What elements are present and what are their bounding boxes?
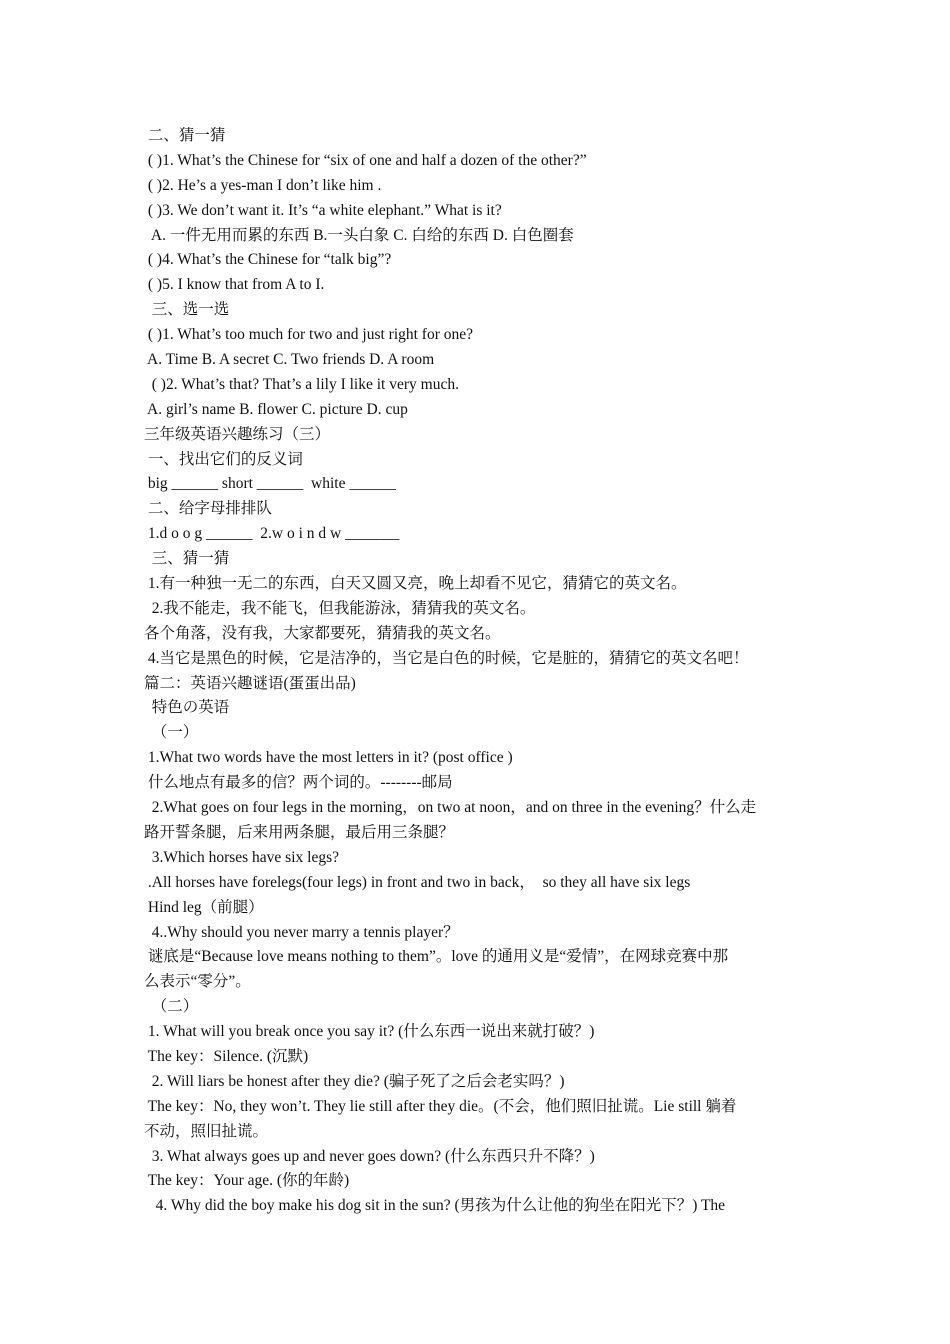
riddle-answer-line: The key：Your age. (你的年龄) xyxy=(144,1172,350,1190)
riddle-line: 4.当它是黑色的时候，它是洁净的，当它是白色的时候，它是脏的，猜猜它的英文名吧！ xyxy=(144,649,749,667)
riddle-answer-line: 么表示“零分”。 xyxy=(144,973,251,991)
riddle-line: 3.Which horses have six legs? xyxy=(144,848,339,866)
article-title: 篇二：英语兴趣谜语(蛋蛋出品) xyxy=(144,674,356,692)
riddle-answer-line: 不动，照旧扯谎。 xyxy=(144,1122,269,1140)
article-subtitle: 特色の英语 xyxy=(144,699,230,717)
fill-blank-line: 1.d o o g ______ 2.w o i n d w _______ xyxy=(144,525,400,543)
answer-options-line: A. girl’s name B. flower C. picture D. cup xyxy=(144,400,408,418)
riddle-answer-line: Hind leg（前腿） xyxy=(144,898,264,916)
riddle-line: 1.What two words have the most letters in it? (post office ) xyxy=(144,749,513,767)
riddle-answer-line: The key：No, they won’t. They lie still after they die。(不会，他们照旧扯谎。Lie still 躺着 xyxy=(144,1097,737,1115)
riddle-line: 4. Why did the boy make his dog sit in the sun? (男孩为什么让他的狗坐在阳光下？) The xyxy=(144,1197,726,1215)
exercise-title: 三年级英语兴趣练习（三） xyxy=(144,425,331,443)
question-line: ( )2. He’s a yes-man I don’t like him . xyxy=(144,176,382,194)
document-body xyxy=(144,124,812,1219)
riddle-line: 1.有一种独一无二的东西，白天又圆又亮，晚上却看不见它，猜猜它的英文名。 xyxy=(144,575,687,593)
riddle-line: 3. What always goes up and never goes down? (什么东西只升不降？) xyxy=(144,1147,595,1165)
riddle-line: 4..Why should you never marry a tennis player？ xyxy=(144,923,459,941)
section-heading-letters: 二、给字母排排队 xyxy=(144,500,272,518)
section-heading-guess: 三、猜一猜 xyxy=(144,550,230,568)
riddle-answer-line: The key：Silence. (沉默) xyxy=(144,1047,309,1065)
riddle-answer-line: 谜底是“Because love means nothing to them”。love 的通用义是“爱情”，在网球竞赛中那 xyxy=(144,948,729,966)
riddle-answer-line: 什么地点有最多的信？两个词的。--------邮局 xyxy=(144,774,453,792)
riddle-line: 2.What goes on four legs in the morning，on two at noon，and on three in the evening？什么走 xyxy=(144,799,757,817)
question-line: ( )2. What’s that? That’s a lily I like it very much. xyxy=(144,375,459,393)
question-line: ( )5. I know that from A to I. xyxy=(144,276,325,294)
riddle-line: 1. What will you break once you say it? (什么东西一说出来就打破？) xyxy=(144,1023,595,1041)
answer-options-line: A. Time B. A secret C. Two friends D. A room xyxy=(144,351,435,369)
answer-options-line: A. 一件无用而累的东西 B.一头白象 C. 白给的东西 D. 白色圈套 xyxy=(144,226,574,244)
riddle-line: 2.我不能走，我不能飞，但我能游泳，猜猜我的英文名。 xyxy=(144,599,536,617)
question-line: ( )1. What’s the Chinese for “six of one and half a dozen of the other?” xyxy=(144,151,587,169)
fill-blank-line: big ______ short ______ white ______ xyxy=(144,475,396,493)
question-line: ( )4. What’s the Chinese for “talk big”? xyxy=(144,251,392,269)
section-heading-antonyms: 一、找出它们的反义词 xyxy=(144,450,303,468)
riddle-line: 各个角落，没有我，大家都要死，猜猜我的英文名。 xyxy=(144,624,501,642)
riddle-line: 2. Will liars be honest after they die? (骗子死了之后会老实吗？) xyxy=(144,1072,565,1090)
riddle-answer-line: .All horses have forelegs(four legs) in front and two in back， so they all have six legs xyxy=(144,873,691,891)
section-heading-choose: 三、选一选 xyxy=(144,301,230,319)
section-heading-guess: 二、猜一猜 xyxy=(144,127,226,144)
riddle-line: 路开誓条腿，后来用两条腿，最后用三条腿？ xyxy=(144,823,455,841)
question-line: ( )1. What’s too much for two and just right for one? xyxy=(144,326,474,344)
part-heading: （一） xyxy=(144,724,199,742)
question-line: ( )3. We don’t want it. It’s “a white elephant.” What is it? xyxy=(144,201,502,219)
part-heading: （二） xyxy=(144,998,199,1016)
